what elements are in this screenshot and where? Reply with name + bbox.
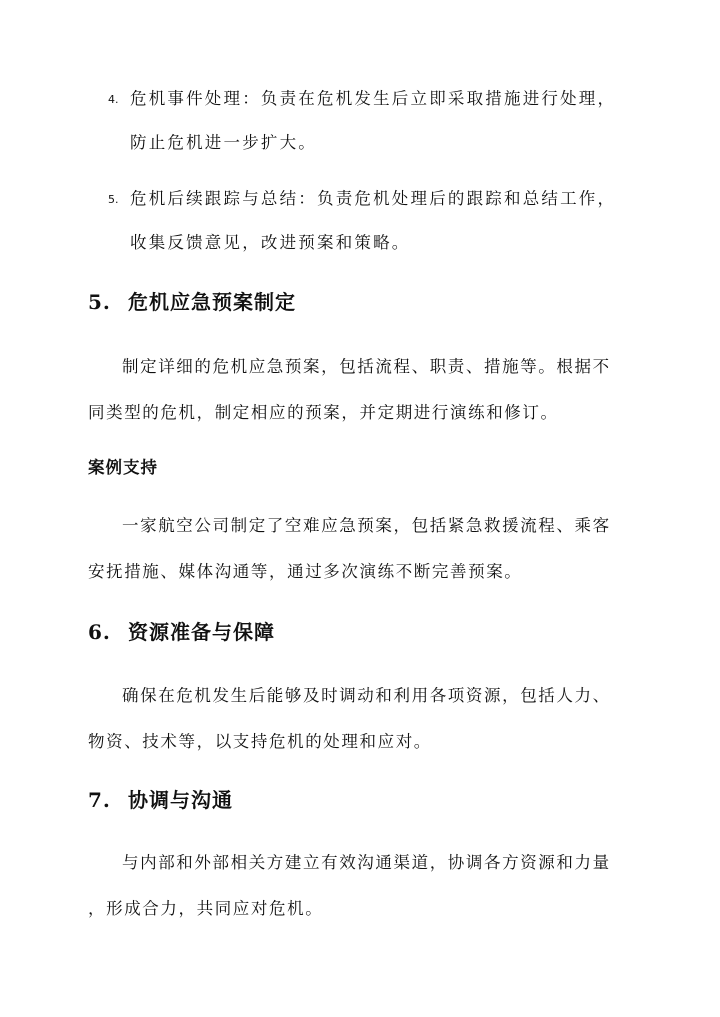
list-item-4-continuation: 防止危机进一步扩大。 — [130, 133, 317, 152]
section-title: 危机应急预案制定 — [128, 290, 296, 314]
section-5-paragraph-line1: 制定详细的危机应急预案，包括流程、职责、措施等。根据不 — [122, 357, 611, 376]
case-support-heading: 案例支持 — [88, 458, 158, 477]
case-paragraph-line1: 一家航空公司制定了空难应急预案，包括紧急救援流程、乘客 — [122, 516, 611, 535]
case-paragraph-line2: 安抚措施、媒体沟通等，通过多次演练不断完善预案。 — [88, 562, 523, 581]
section-7-paragraph-line2: ，形成合力，共同应对危机。 — [88, 899, 324, 918]
section-number: 7. — [88, 788, 111, 812]
section-7-paragraph-line1: 与内部和外部相关方建立有效沟通渠道，协调各方资源和力量 — [122, 853, 611, 872]
list-item-5 — [108, 189, 668, 210]
section-6-paragraph-line2: 物资、技术等，以支持危机的处理和应对。 — [88, 732, 432, 751]
list-number: 4. — [108, 93, 119, 106]
list-item-4 — [108, 89, 668, 110]
section-heading-6 — [88, 620, 275, 644]
section-6-paragraph-line1: 确保在危机发生后能够及时调动和利用各项资源，包括人力、 — [122, 686, 611, 705]
section-5-paragraph-line2: 同类型的危机，制定相应的预案，并定期进行演练和修订。 — [88, 403, 559, 422]
list-text: 危机后续跟踪与总结：负责危机处理后的跟踪和总结工作， — [130, 189, 617, 208]
section-heading-5 — [88, 290, 296, 314]
section-heading-7 — [88, 788, 233, 812]
section-number: 5. — [88, 290, 111, 314]
section-title: 协调与沟通 — [128, 788, 233, 812]
list-number: 5. — [108, 193, 119, 206]
section-number: 6. — [88, 620, 111, 644]
list-item-5-continuation: 收集反馈意见，改进预案和策略。 — [130, 233, 411, 252]
list-text: 危机事件处理：负责在危机发生后立即采取措施进行处理， — [130, 89, 617, 108]
section-title: 资源准备与保障 — [128, 620, 275, 644]
